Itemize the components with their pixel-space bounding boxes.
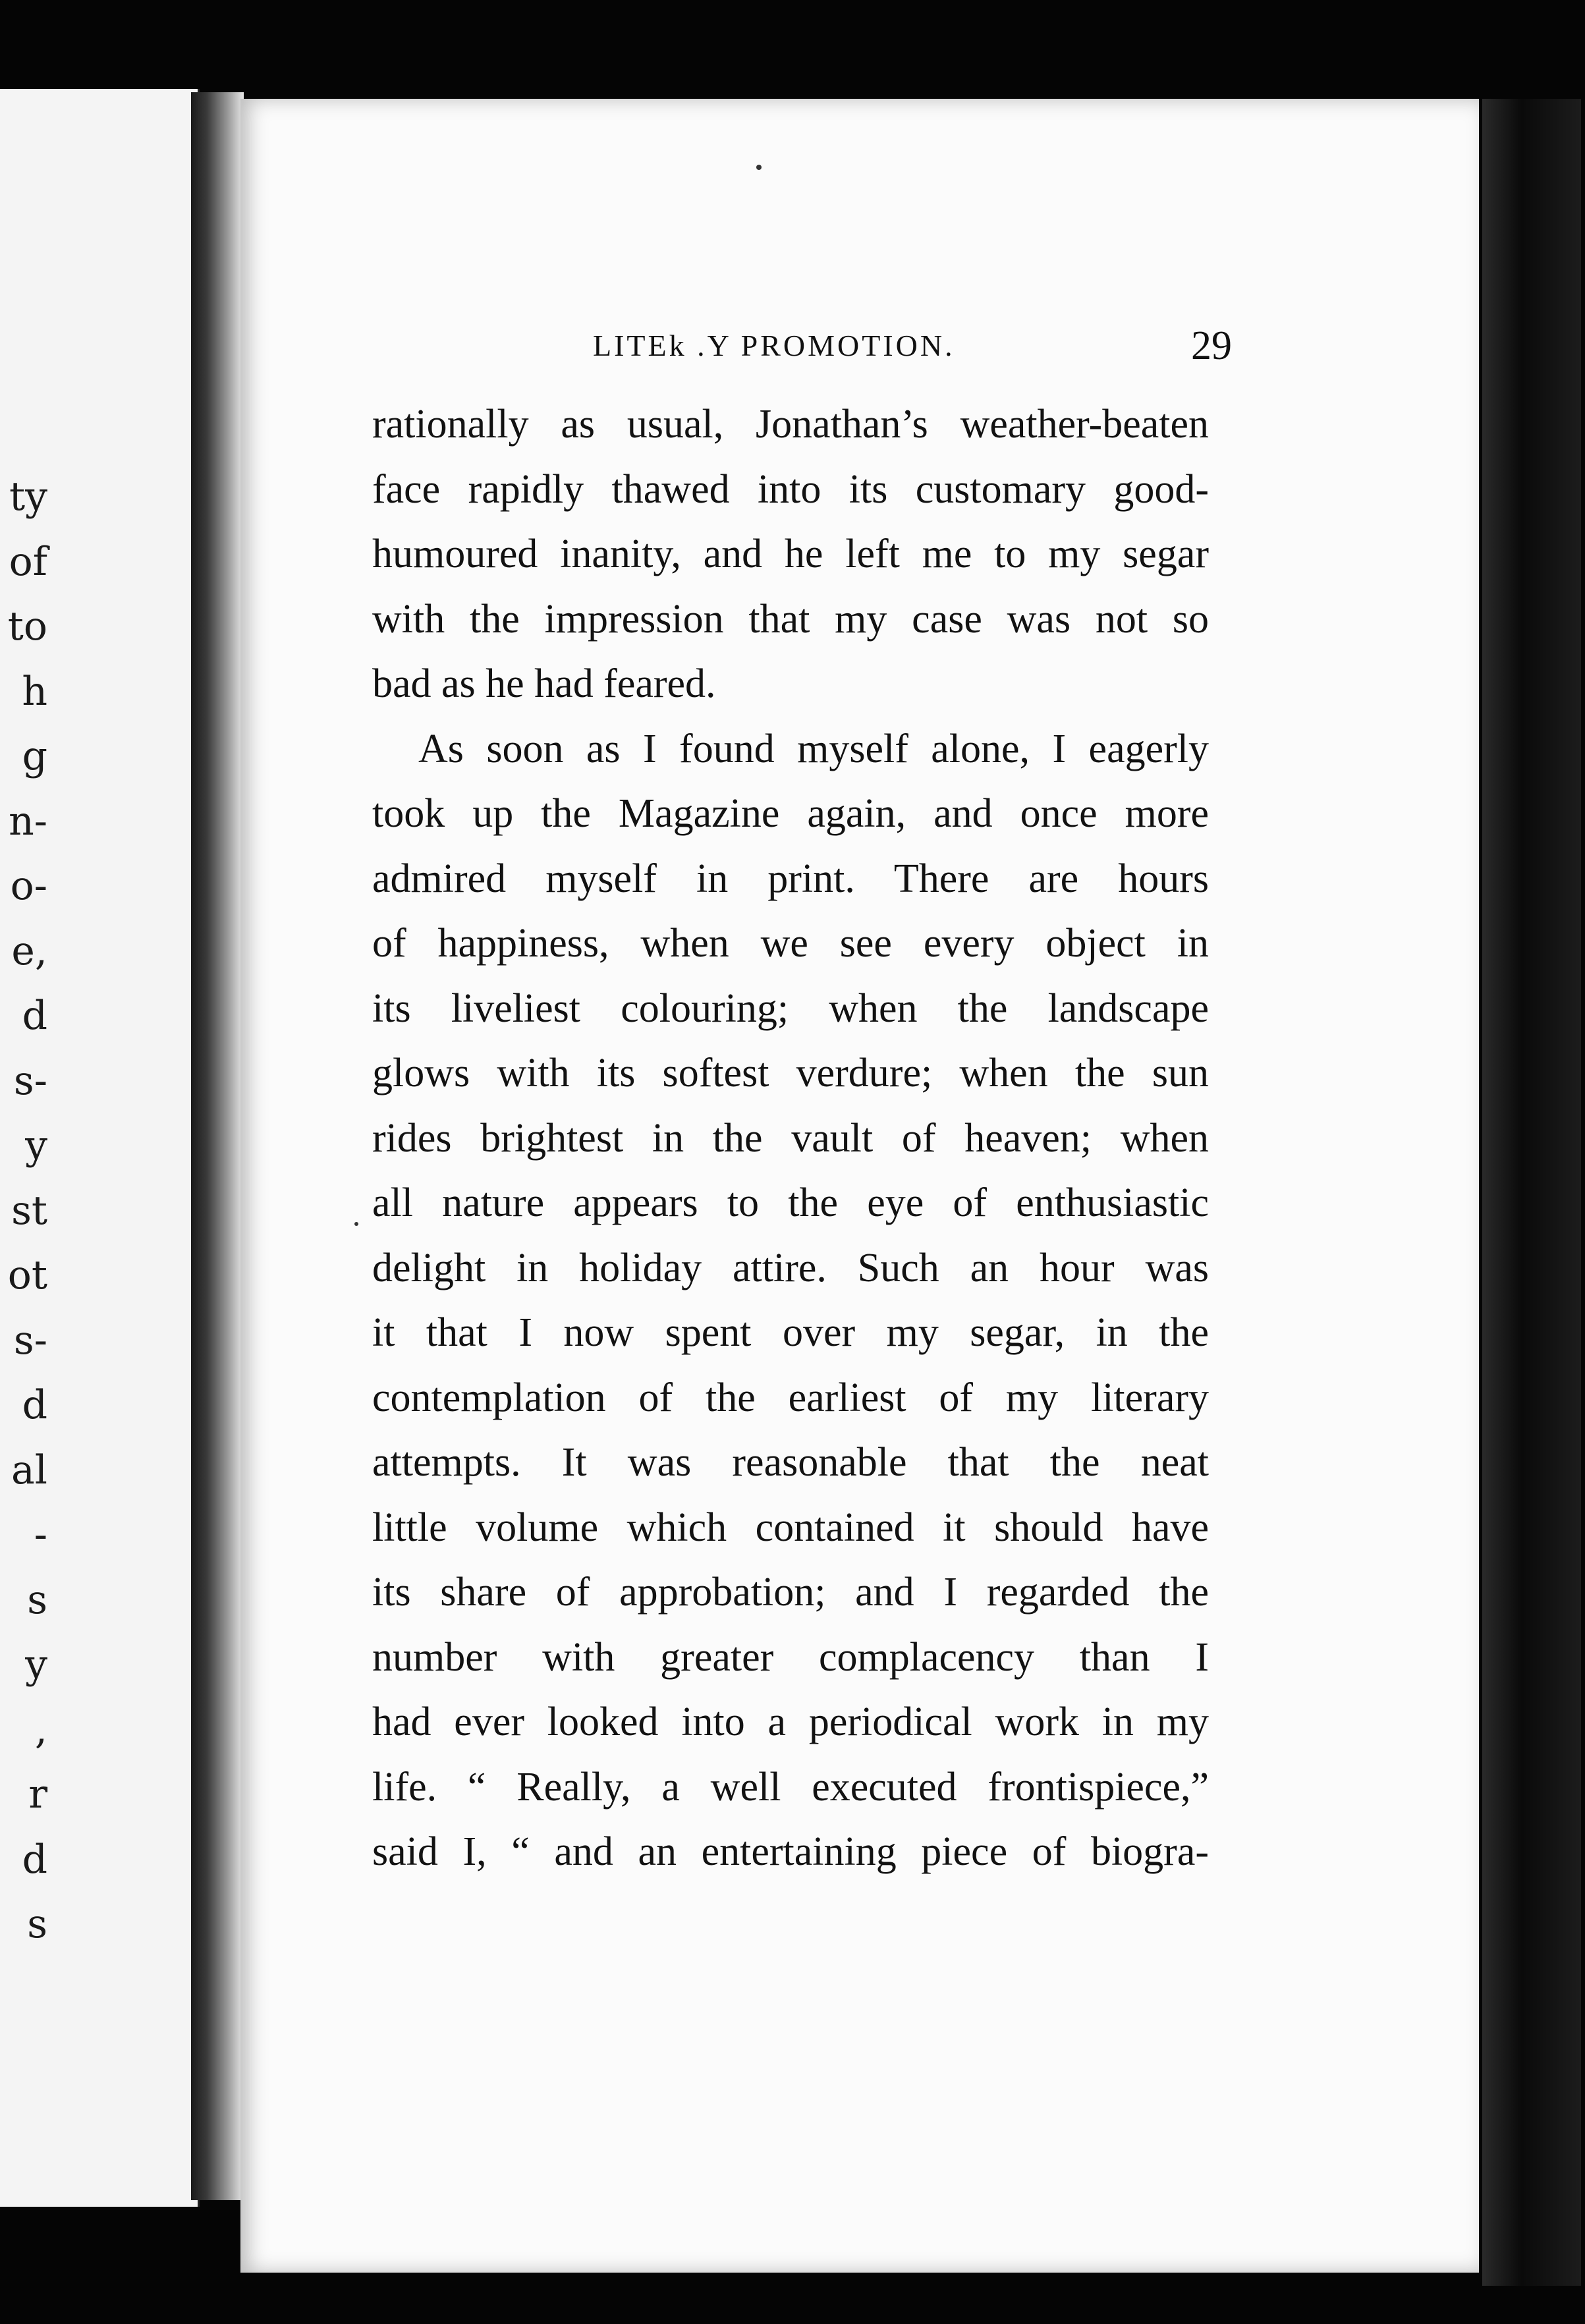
facing-page-text-fragments <box>0 464 47 1957</box>
text-line: took up the Magazine again, and once more <box>372 791 1209 836</box>
edge-fragment: - <box>34 1512 47 1558</box>
edge-fragment: y <box>25 1122 47 1169</box>
edge-fragment: of <box>9 538 47 585</box>
text-line: it that I now spent over my segar, in the <box>372 1310 1209 1355</box>
edge-fragment: st <box>11 1187 47 1234</box>
text-line: with the impression that my case was not so <box>372 596 1209 642</box>
text-line: said I, “ and an entertaining piece of biogra- <box>372 1829 1209 1874</box>
body-text <box>372 392 1209 1885</box>
edge-fragment: y <box>25 1642 47 1688</box>
text-line: face rapidly thawed into its customary good- <box>372 466 1209 512</box>
text-line: contemplation of the earliest of my literary <box>372 1375 1209 1420</box>
edge-fragment: s <box>27 1576 47 1623</box>
text-line: attempts. It was reasonable that the neat <box>372 1440 1209 1485</box>
ink-speck <box>756 165 762 170</box>
text-line: glows with its softest verdure; when the sun <box>372 1051 1209 1095</box>
edge-fragment: ty <box>9 474 47 520</box>
book-cover-edge <box>1482 99 1581 2286</box>
edge-fragment: ot <box>7 1252 47 1298</box>
edge-fragment: o- <box>10 863 47 909</box>
edge-fragment: d <box>22 993 47 1039</box>
edge-fragment: al <box>11 1447 47 1493</box>
text-line: its liveliest colouring; when the landscape <box>372 985 1209 1031</box>
text-line: humoured inanity, and he left me to my segar <box>372 532 1209 576</box>
edge-fragment: s- <box>13 1057 47 1104</box>
text-line: bad as he had feared. <box>372 661 716 706</box>
edge-fragment: , <box>34 1706 47 1753</box>
edge-fragment: r <box>28 1771 47 1817</box>
text-line: its share of approbation; and I regarded the <box>372 1570 1209 1615</box>
edge-fragment: h <box>22 668 47 715</box>
ink-speck <box>354 1222 358 1226</box>
text-line: of happiness, when we see every object in <box>372 921 1209 966</box>
text-line: delight in holiday attire. Such an hour was <box>372 1245 1209 1290</box>
edge-fragment: e, <box>11 927 47 974</box>
edge-fragment: s- <box>13 1317 47 1364</box>
edge-fragment: d <box>22 1382 47 1428</box>
running-head <box>593 323 1271 369</box>
text-line: all nature appears to the eye of enthusiastic <box>372 1180 1209 1225</box>
text-line: rationally as usual, Jonathan’s weather-beaten <box>372 402 1209 447</box>
edge-fragment: g <box>22 733 47 779</box>
text-line: had ever looked into a periodical work in my <box>372 1700 1209 1744</box>
paragraph <box>372 392 1209 717</box>
book-gutter-shadow <box>191 92 244 2200</box>
text-line: life. “ Really, a well executed frontispiece,” <box>372 1764 1209 1810</box>
edge-fragment: s <box>27 1901 47 1947</box>
text-line: admired myself in print. There are hours <box>372 856 1209 901</box>
paragraph <box>372 717 1209 1885</box>
running-head-title: LITEk .Y PROMOTION. <box>593 329 955 362</box>
edge-fragment: n- <box>9 798 47 844</box>
edge-fragment: to <box>7 603 47 650</box>
edge-fragment: d <box>22 1836 47 1883</box>
text-line: As soon as I found myself alone, I eagerly <box>418 726 1209 771</box>
text-line: little volume which contained it should have <box>372 1505 1209 1550</box>
facing-page-edge <box>0 89 200 2207</box>
text-line: rides brightest in the vault of heaven; when <box>372 1115 1209 1161</box>
page-number: 29 <box>1191 323 1232 368</box>
text-line: number with greater complacency than I <box>372 1634 1209 1680</box>
